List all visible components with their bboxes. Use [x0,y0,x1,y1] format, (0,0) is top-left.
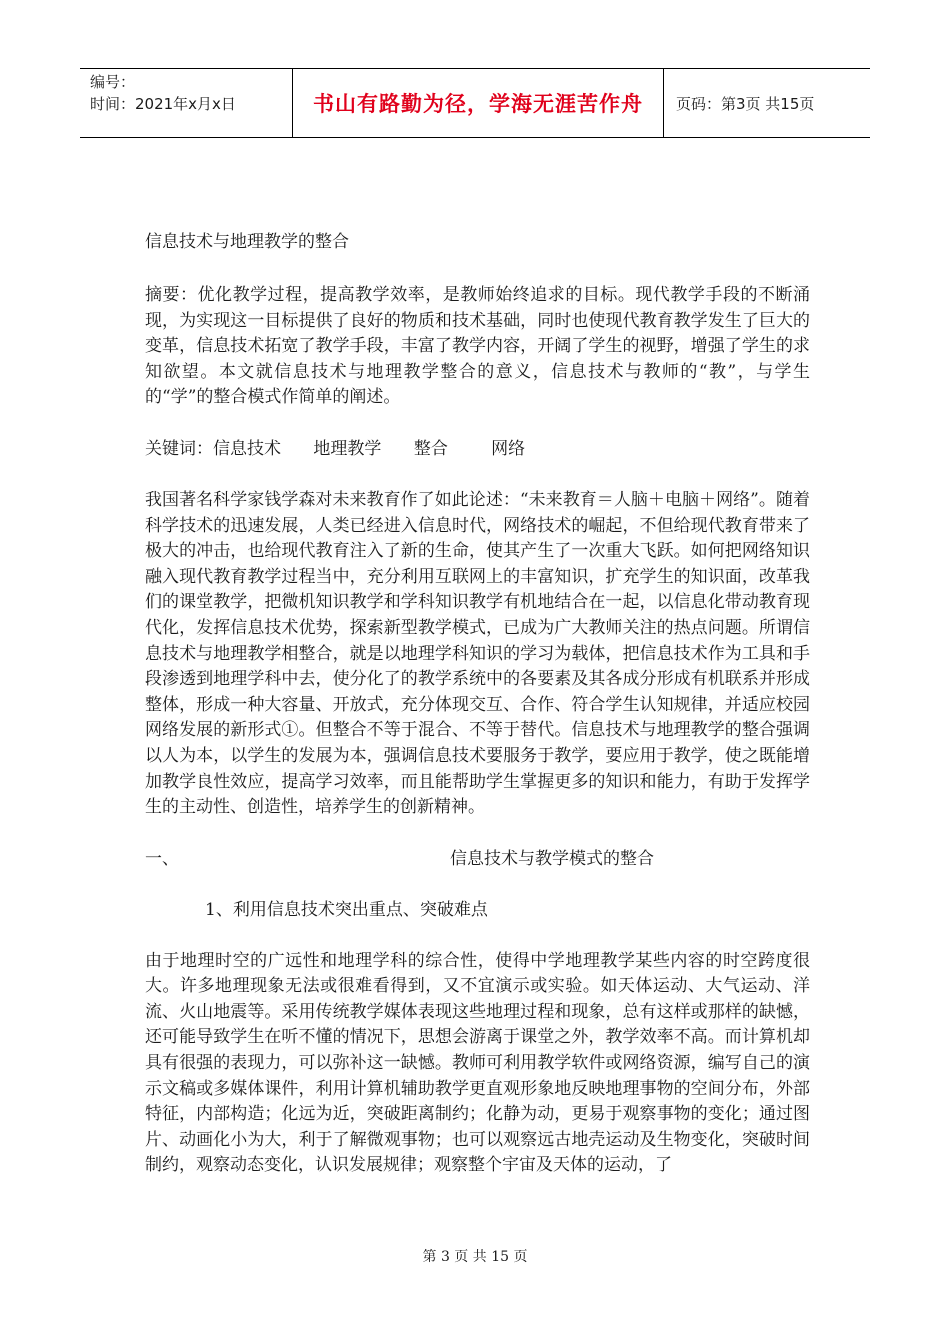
section-number: 一、 [145,848,179,869]
page-footer: 第 3 页 共 15 页 [422,1249,528,1265]
date-label: 时间：2021年x月x日 [90,95,236,113]
document-title: 信息技术与地理教学的整合 [145,232,349,252]
body-paragraph: 由于地理时空的广远性和地理学科的综合性，使得中学地理教学某些内容的时空跨度很大。许多地理现象无法或很难看得到，又不宜演示或实验。如天体运动、大气运动、洋流、火山地震等。采用传统教学媒体表现这些地理过程和现象，总有这样或那样的缺憾，还可能导致学生在听不懂的情况下，思想会游离于课堂之外，教学效率不高。而计算机却具有很强的表现力，可以弥补这一缺憾。教师可利用教学软件或网络资源，编写自己的演示文稿或多媒体课件，利用计算机辅助教学更直观形象地反映地理事物的空间分布，外部特征，内部构造；化远为近，突破距离制约；化静为动，更易于观察事物的变化；通过图片、动画化小为大，利于了解微观事物；也可以观察远古地壳运动及生物变化，突破时间制约，观察动态变化，认识发展规律；观察整个宇宙及天体的运动，了 [145,950,810,1176]
document-body [145,230,810,1179]
header-page-info: 页码：第3页 共15页 [676,94,815,113]
page-header [80,68,870,138]
section-heading [145,847,810,872]
section-title: 信息技术与教学模式的整合 [450,848,654,869]
header-motto: 书山有路勤为径，学海无涯苦作舟 [292,69,664,137]
header-meta [80,69,292,137]
keywords-line: 关键词：信息技术 地理教学 整合 网络 [145,438,526,459]
intro-paragraph: 我国著名科学家钱学森对未来教育作了如此论述：“未来教育＝人脑＋电脑＋网络”。随着科学技术的迅速发展，人类已经进入信息时代，网络技术的崛起，不但给现代教育带来了极大的冲击，也给现代教育注入了新的生命，使其产生了一次重大飞跃。如何把网络知识融入现代教育教学过程当中，充分利用互联网上的丰富知识，扩充学生的知识面，改革我们的课堂教学，把微机知识教学和学科知识教学有机地结合在一起，以信息化带动教育现代化，发挥信息技术优势，探索新型教学模式，已成为广大教师关注的热点问题。所谓信息技术与地理教学相整合，就是以地理学科知识的学习为载体，把信息技术作为工具和手段渗透到地理学科中去，使分化了的教学系统中的各要素及其各成分形成有机联系并形成整体，形成一种大容量、开放式，充分体现交互、合作、符合学生认知规律，并适应校园网络发展的新形式①。但整合不等于混合、不等于替代。信息技术与地理教学的整合强调以人为本，以学生的发展为本，强调信息技术要服务于教学，要应用于教学，使之既能增加教学良性效应，提高学习效率，而且能帮助学生掌握更多的知识和能力，有助于发挥学生的主动性、创造性，培养学生的创新精神。 [145,489,810,818]
abstract-paragraph: 摘要：优化教学过程，提高教学效率，是教师始终追求的目标。现代教学手段的不断涌现，为实现这一目标提供了良好的物质和技术基础，同时也使现代教育教学发生了巨大的变革，信息技术拓宽了教学手段，丰富了教学内容，开阔了学生的视野，增强了学生的求知欲望。本文就信息技术与地理教学整合的意义，信息技术与教师的“教”，与学生的“学”的整合模式作简单的阐述。 [145,285,810,408]
number-label: 编号： [90,73,136,91]
subsection-heading: 1、利用信息技术突出重点、突破难点 [205,899,488,920]
